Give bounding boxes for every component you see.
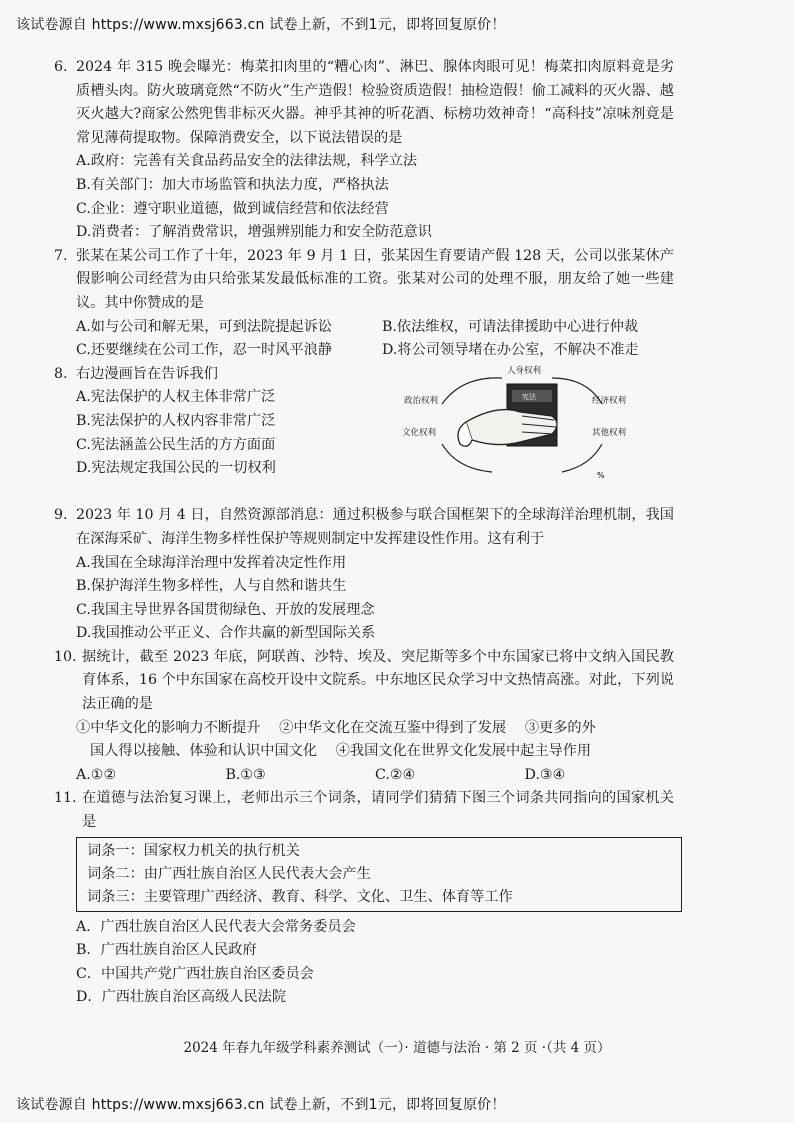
cartoon-drawing <box>402 364 632 482</box>
statement-line-2: 国人得以接触、体验和认识中国文化 ④我国文化在世界文化发展中起主导作用 <box>90 743 592 760</box>
question-8 <box>54 363 674 505</box>
clue-3: 词条三：主要管理广西经济、教育、科学、文化、卫生、体育等工作 <box>87 888 513 905</box>
option-b: B.有关部门：加大市场监管和执法力度，严格执法 <box>76 176 389 193</box>
option-a: A．广西壮族自治区人民代表大会常务委员会 <box>76 918 356 935</box>
source-banner-bottom: 该试卷源自 https://www.mxsj663.cn 试卷上新，不到1元，即将回复原价！ <box>16 1097 506 1113</box>
label-other-rights: 其他权利 <box>592 428 627 439</box>
clue-2: 词条二：由广西壮族自治区人民代表大会产生 <box>87 865 371 882</box>
option-d: D.宪法规定我国公民的一切权利 <box>76 460 276 477</box>
option-c: C.我国主导世界各国贯彻绿色、开放的发展理念 <box>76 601 375 618</box>
question-stem: 2023 年 10 月 4 日，自然资源部消息：通过积极参与联合国框架下的全球海洋治理机制，我国在深海采矿、海洋生物多样性保护等规则制定中发挥建设性作用。这有利于 <box>76 507 674 547</box>
label-personal-rights: 人身权利 <box>507 366 542 377</box>
question-stem: 张某在某公司工作了十年，2023 年 9 月 1 日，张某因生育要请产假 128 天，公司以张某休产假影响公司经营为由只给张某发最低标准的工资。张某对公司的处理不服，朋友给了她一些建议。其中你赞成的是 <box>76 247 674 311</box>
question-stem: 在道德与法治复习课上，老师出示三个词条，请同学们猜猜下图三个词条共同指向的国家机关是 <box>82 790 674 831</box>
option-a: A.我国在全球海洋治理中发挥着决定性作用 <box>76 554 347 571</box>
option-b: B.保护海洋生物多样性，人与自然和谐共生 <box>76 578 347 595</box>
choice-b: B.①③ <box>225 766 266 783</box>
question-number: 7. <box>54 247 68 264</box>
question-number: 10. <box>54 648 77 665</box>
question-number: 8. <box>54 365 68 382</box>
page-footer: 2024 年春九年级学科素养测试（一）· 道德与法治 · 第 2 页 ·（共 4 页） <box>183 1040 611 1056</box>
clue-box <box>76 837 682 912</box>
option-d: D.消费者：了解消费常识，增强辨别能力和安全防范意识 <box>76 224 432 241</box>
option-a: A.政府：完善有关食品药品安全的法律法规，科学立法 <box>76 153 418 170</box>
question-6 <box>54 56 674 245</box>
question-stem: 右边漫画旨在告诉我们 <box>76 365 218 382</box>
option-b: B.宪法保护的人权内容非常广泛 <box>76 412 276 429</box>
exam-page <box>54 56 674 1010</box>
source-banner-top: 该试卷源自 https://www.mxsj663.cn 试卷上新，不到1元，即将回复原价！ <box>16 17 506 33</box>
question-stem: 据统计，截至 2023 年底，阿联酋、沙特、埃及、突尼斯等多个中东国家已将中文纳入国民教育体系，16 个中东国家在高校开设中文院系。中东地区民众学习中文热情高涨。对此，下列说法正确的是 <box>82 648 674 713</box>
option-c: C.宪法涵盖公民生活的方方面面 <box>76 436 276 453</box>
choice-c: C.②④ <box>375 766 416 783</box>
option-b: B.依法维权，可请法律援助中心进行仲裁 <box>382 318 639 335</box>
label-economic-rights: 经济权利 <box>592 396 627 407</box>
question-11 <box>54 787 674 1010</box>
option-a: A.宪法保护的人权主体非常广泛 <box>76 389 276 406</box>
option-d: D.我国推动公平正义、合作共赢的新型国际关系 <box>76 625 376 642</box>
choice-d: D.③④ <box>524 766 566 783</box>
question-number: 11. <box>54 790 77 807</box>
svg-text:%: % <box>597 471 605 481</box>
choice-a: A.①② <box>76 766 117 783</box>
option-c: C.企业：遵守职业道德，做到诚信经营和依法经营 <box>76 200 389 217</box>
constitution-cartoon <box>402 364 632 482</box>
label-cultural-rights: 文化权利 <box>402 428 437 439</box>
label-political-rights: 政治权利 <box>404 396 439 407</box>
clue-1: 词条一：国家权力机关的执行机关 <box>87 842 300 859</box>
statement-list <box>54 717 674 764</box>
option-d: D．广西壮族自治区高级人民法院 <box>76 989 287 1006</box>
option-c: C.还要继续在公司工作，忍一时风平浪静 <box>76 342 333 359</box>
option-c: C．中国共产党广西壮族自治区委员会 <box>76 965 314 982</box>
question-stem: 2024 年 315 晚会曝光：梅菜扣肉里的“糟心肉”、淋巴、腺体肉眼可见！梅菜扣肉原料竟是劣质槽头肉。防火玻璃竟然“不防火”生产造假！检验资质造假！抽检造假！偷工减料的灭火器、越灭火越大?商家公然兜售非标灭火器。神乎其神的听花酒、标榜功效神奇！“高科技”凉味剂竟是常见薄荷提取物。保障消费安全，以下说法错误的是 <box>76 59 674 146</box>
statement-line-1: ①中华文化的影响力不断提升 ②中华文化在交流互鉴中得到了发展 ③更多的外 <box>76 719 596 736</box>
question-9 <box>54 504 674 646</box>
question-number: 9. <box>54 507 68 524</box>
question-number: 6. <box>54 59 68 75</box>
label-constitution-book: 宪法 <box>522 393 536 402</box>
question-7 <box>54 245 674 363</box>
question-10 <box>54 646 674 788</box>
option-d: D.将公司领导堵在办公室，不解决不准走 <box>382 342 639 359</box>
option-b: B．广西壮族自治区人民政府 <box>76 942 257 959</box>
option-a: A.如与公司和解无果，可到法院提起诉讼 <box>76 318 332 335</box>
